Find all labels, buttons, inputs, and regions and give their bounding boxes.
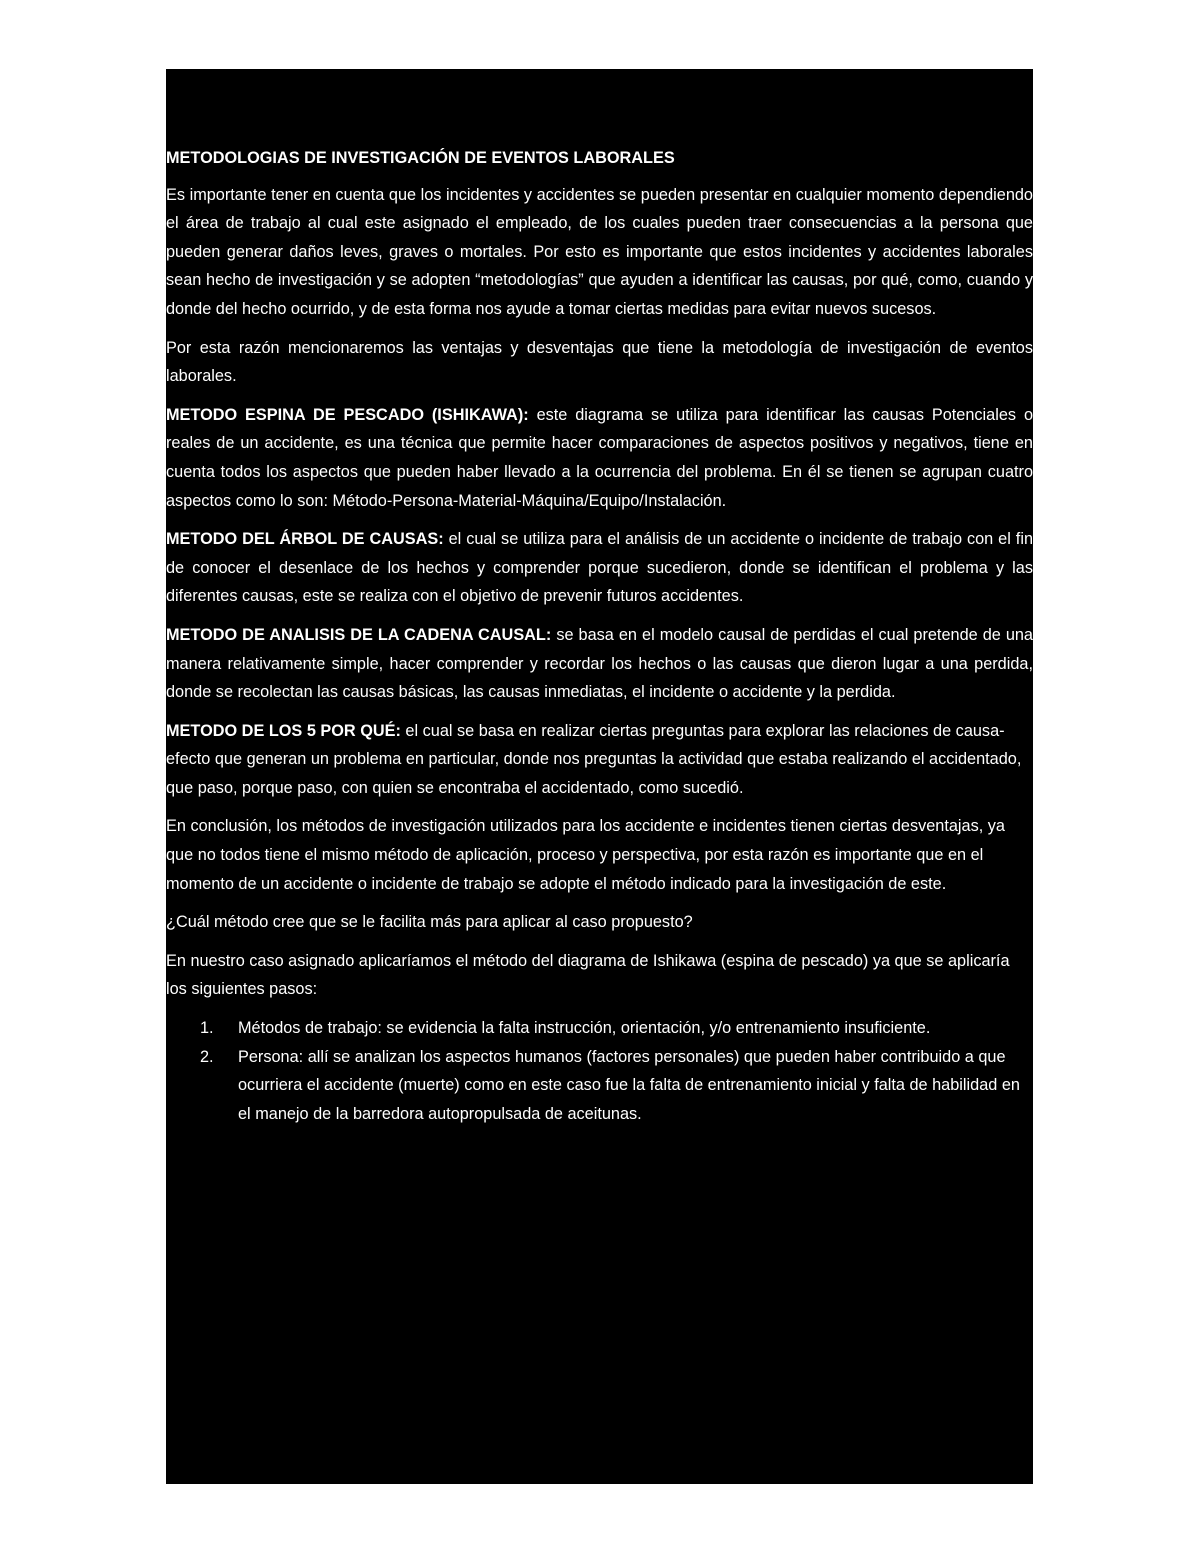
conclusion-paragraph: En conclusión, los métodos de investigación utilizados para los accidente e incidentes tienen ciertas desventajas, ya que no todos tiene el mismo método de aplicación, proceso y perspectiva, por esta razón es importante que en el momento de un accidente o incidente de trabajo se adopte el método indicado para la investigación de este. — [166, 817, 1005, 893]
list-item-number: 2. — [200, 1047, 214, 1066]
list-item-text: Métodos de trabajo: se evidencia la falta instrucción, orientación, y/o entrenamiento insuficiente. — [238, 1019, 931, 1038]
document-page — [166, 69, 1033, 1484]
method-ishikawa-heading: METODO ESPINA DE PESCADO (ISHIKAWA): — [166, 405, 529, 424]
list-item — [166, 1043, 1033, 1129]
method-cadena-paragraph — [166, 621, 1033, 707]
method-ishikawa-paragraph — [166, 401, 1033, 515]
method-ishikawa-text: este diagrama se utiliza para identificar las causas Potenciales o reales de un accidente, es una técnica que permite hacer comparaciones de aspectos positivos y negativos, tiene en cuenta todos los aspectos que pueden haber llevado a la ocurrencia del problema. En él se tienen se agrupan cuatro aspectos como lo son: Método-Persona-Material-Máquina/Equipo/Instalación. — [166, 405, 1033, 510]
list-item — [166, 1014, 1033, 1043]
method-5porque-text: el cual se basa en realizar ciertas preguntas para explorar las relaciones de causa- efecto que generan un problema en particular, donde nos preguntas la actividad que estaba realizando el accidentado, que paso, porque paso, con quien se encontraba el accidentado, como sucedió. — [166, 721, 1022, 797]
method-5porque-paragraph — [166, 717, 1033, 803]
document-title: METODOLOGIAS DE INVESTIGACIÓN DE EVENTOS LABORALES — [166, 149, 675, 167]
method-arbol-text: el cual se utiliza para el análisis de un accidente o incidente de trabajo con el fin de conocer el desenlace de los hechos y comprender porque sucedieron, donde se identifican el problema y las diferentes causas, este se realiza con el objetivo de prevenir futuros accidentes. — [166, 530, 1033, 606]
method-arbol-paragraph — [166, 525, 1033, 611]
steps-list — [166, 1014, 1033, 1128]
method-cadena-heading: METODO DE ANALISIS DE LA CADENA CAUSAL: — [166, 625, 552, 644]
list-item-number: 1. — [200, 1019, 214, 1038]
method-cadena-text: se basa en el modelo causal de perdidas el cual pretende de una manera relativamente simple, hacer comprender y recordar los hechos o las causas que dieron lugar a una perdida, donde se recolectan las causas básicas, las causas inmediatas, el incidente o accidente y la perdida. — [166, 625, 1033, 702]
list-item-text: Persona: allí se analizan los aspectos humanos (factores personales) que pueden haber contribuido a que ocurriera el accidente (muerte) como en este caso fue la falta de entrenamiento inicial y falta de habilidad en el manejo de la barredora autopropulsada de aceitunas. — [238, 1047, 1020, 1123]
intro-paragraph-1: Es importante tener en cuenta que los incidentes y accidentes se pueden presentar en cualquier momento dependiendo el área de trabajo al cual este asignado el empleado, de los cuales pueden traer consecuencias a la persona que pueden generar daños leves, graves o mortales. Por esto es importante que estos incidentes y accidentes laborales sean hecho de investigación y se adopten “metodologías” que ayuden a identificar las causas, por qué, como, cuando y donde del hecho ocurrido, y de esta forma nos ayude a tomar ciertas medidas para evitar nuevos sucesos. — [166, 185, 1033, 318]
method-arbol-heading: METODO DEL ÁRBOL DE CAUSAS: — [166, 530, 444, 549]
answer-paragraph: En nuestro caso asignado aplicaríamos el método del diagrama de Ishikawa (espina de pescado) ya que se aplicaría los siguientes pasos: — [166, 951, 1010, 999]
method-5porque-heading: METODO DE LOS 5 POR QUÉ: — [166, 721, 401, 740]
intro-paragraph-2: Por esta razón mencionaremos las ventajas y desventajas que tiene la metodología de investigación de eventos laborales. — [166, 338, 1033, 386]
question-paragraph: ¿Cuál método cree que se le facilita más para aplicar al caso propuesto? — [166, 913, 693, 932]
document-content — [166, 144, 1033, 1128]
